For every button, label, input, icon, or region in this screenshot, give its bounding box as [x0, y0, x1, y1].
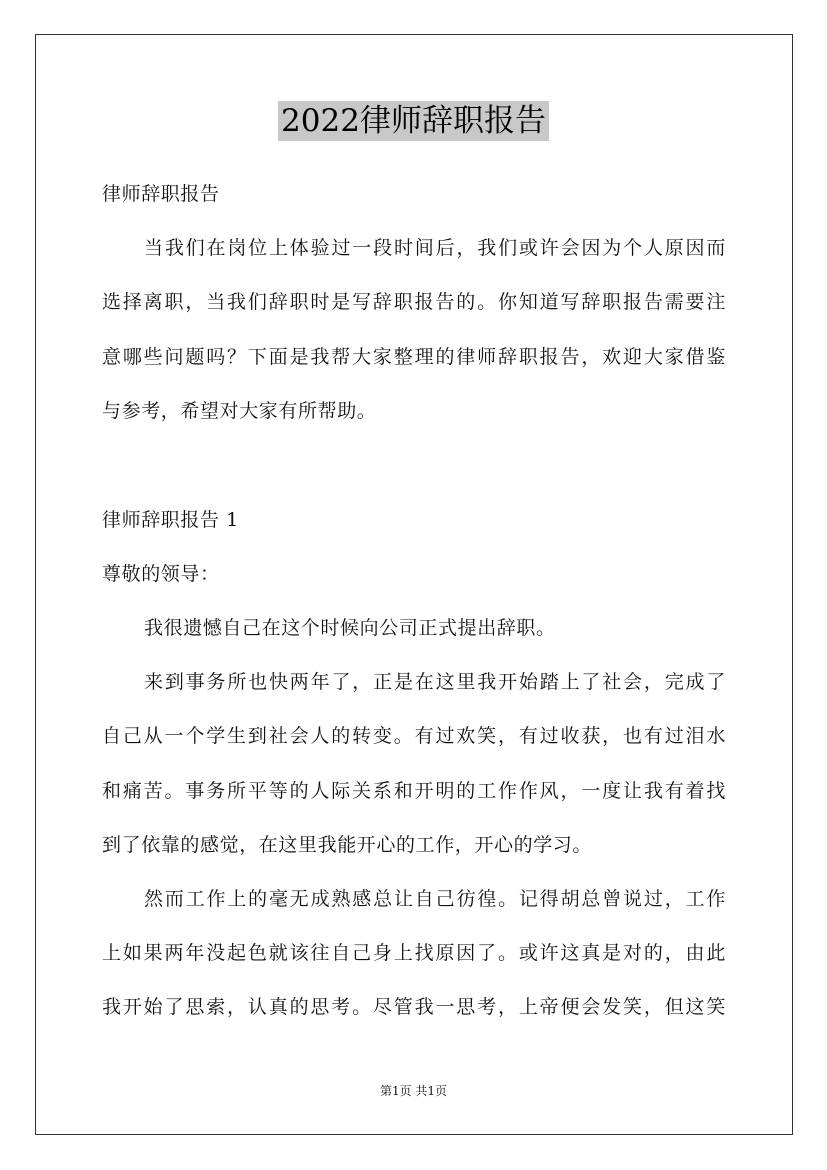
title-container [0, 101, 827, 141]
paragraph-line: 与参考，希望对大家有所帮助。 [102, 400, 377, 422]
paragraph-line: 意哪些问题吗？下面是我帮大家整理的律师辞职报告，欢迎大家借鉴 [102, 346, 726, 368]
heading-line: 律师辞职报告 [102, 183, 220, 205]
paragraph-line: 然而工作上的毫无成熟感总让自己彷徨。记得胡总曾说过，工作 [144, 888, 726, 910]
document-title: 2022律师辞职报告 [278, 101, 549, 141]
paragraph-line: 自己从一个学生到社会人的转变。有过欢笑，有过收获，也有过泪水 [102, 725, 726, 747]
paragraph-line: 当我们在岗位上体验过一段时间后，我们或许会因为个人原因而 [144, 237, 726, 259]
paragraph-line: 我很遗憾自己在这个时候向公司正式提出辞职。 [144, 617, 556, 639]
page-footer: 第1页 共1页 [379, 1084, 448, 1098]
paragraph-line: 来到事务所也快两年了，正是在这里我开始踏上了社会，完成了 [144, 671, 726, 693]
paragraph-line: 我开始了思索，认真的思考。尽管我一思考，上帝便会发笑，但这笑 [102, 996, 726, 1018]
paragraph-line: 和痛苦。事务所平等的人际关系和开明的工作作风，一度让我有着找 [102, 780, 726, 802]
paragraph-line: 选择离职，当我们辞职时是写辞职报告的。你知道写辞职报告需要注 [102, 291, 726, 313]
section-heading: 律师辞职报告 1 [102, 509, 239, 531]
paragraph-line: 上如果两年没起色就该往自己身上找原因了。或许这真是对的，由此 [102, 942, 726, 964]
salutation: 尊敬的领导： [102, 563, 220, 585]
paragraph-line: 到了依靠的感觉，在这里我能开心的工作，开心的学习。 [102, 834, 593, 856]
